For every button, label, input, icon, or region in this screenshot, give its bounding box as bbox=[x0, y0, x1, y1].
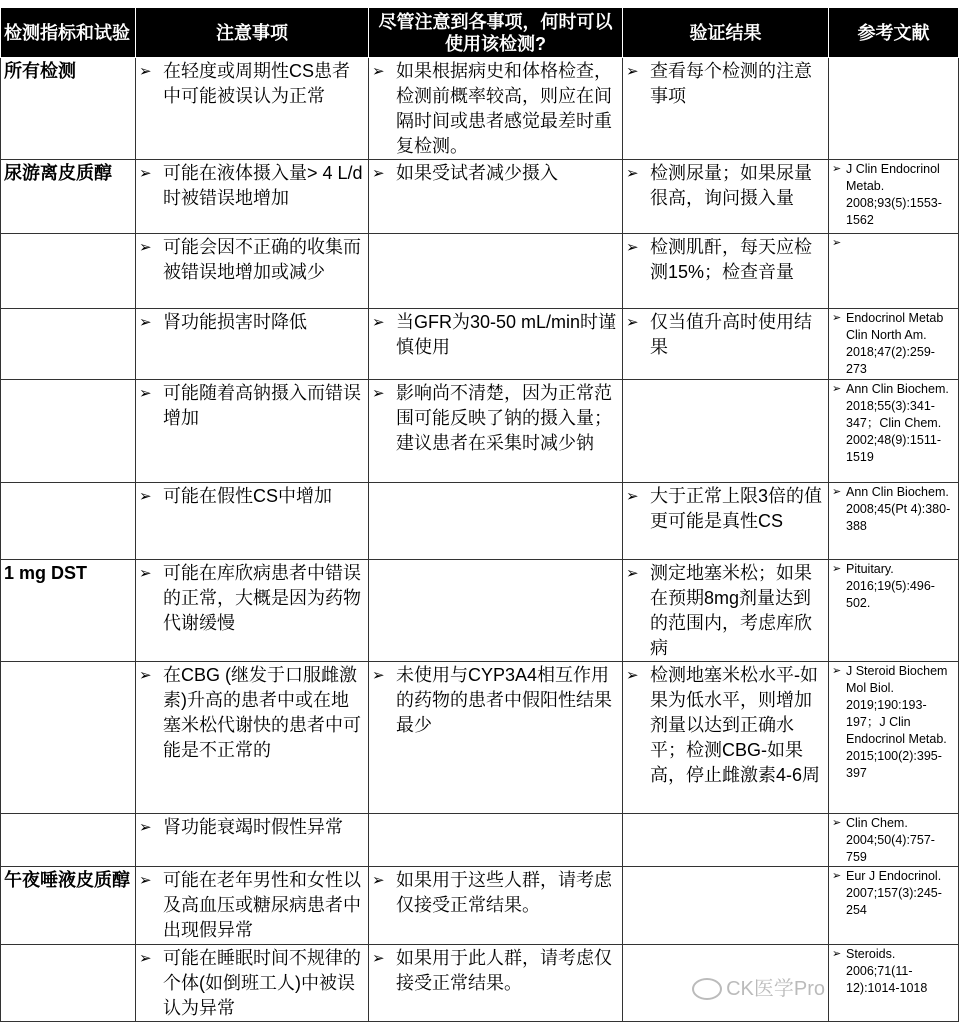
when-cell bbox=[369, 867, 623, 945]
list-item bbox=[372, 59, 619, 159]
table-row bbox=[1, 160, 959, 234]
when-cell bbox=[369, 309, 623, 380]
bullet-arrow-icon: ➢ bbox=[832, 948, 842, 960]
list-item bbox=[832, 310, 955, 378]
caution-cell bbox=[136, 560, 369, 662]
ref-cell bbox=[829, 945, 959, 1022]
bullet-arrow-icon: ➢ bbox=[832, 237, 842, 249]
when-cell bbox=[369, 58, 623, 160]
caution-text: 肾功能损害时降低 bbox=[163, 312, 307, 332]
wechat-icon bbox=[692, 978, 722, 1000]
header-verify: 验证结果 bbox=[623, 8, 829, 58]
list-item bbox=[832, 946, 955, 997]
when-text: 如果用于此人群，请考虑仅接受正常结果。 bbox=[396, 948, 612, 993]
list-item bbox=[832, 484, 955, 535]
when-cell bbox=[369, 380, 623, 483]
bullet-arrow-icon: ➢ bbox=[139, 165, 152, 182]
header-caution: 注意事项 bbox=[136, 8, 369, 58]
table-row bbox=[1, 58, 959, 160]
bullet-arrow-icon: ➢ bbox=[139, 488, 152, 505]
list-item bbox=[139, 310, 365, 335]
list-item bbox=[626, 310, 825, 360]
indicator-cell bbox=[1, 309, 136, 380]
bullet-arrow-icon: ➢ bbox=[626, 314, 639, 331]
list-item bbox=[832, 561, 955, 612]
when-cell bbox=[369, 814, 623, 867]
bullet-arrow-icon: ➢ bbox=[139, 819, 152, 836]
bullet-arrow-icon: ➢ bbox=[139, 385, 152, 402]
when-text: 如果受试者减少摄入 bbox=[396, 163, 558, 183]
when-cell bbox=[369, 560, 623, 662]
when-text: 如果根据病史和体格检查，检测前概率较高，则应在间隔时间或患者感觉最差时重复检测。 bbox=[396, 61, 612, 156]
list-item bbox=[372, 946, 619, 996]
caution-cell bbox=[136, 814, 369, 867]
bullet-arrow-icon: ➢ bbox=[372, 667, 385, 684]
bullet-arrow-icon: ➢ bbox=[372, 63, 385, 80]
caution-cell bbox=[136, 58, 369, 160]
table-row bbox=[1, 234, 959, 309]
list-item bbox=[626, 663, 825, 788]
verify-cell bbox=[623, 867, 829, 945]
ref-text: Clin Chem. 2004;50(4):757-759 bbox=[846, 816, 935, 864]
list-item bbox=[139, 161, 365, 211]
list-item bbox=[832, 381, 955, 466]
list-item bbox=[832, 235, 955, 252]
ref-cell bbox=[829, 234, 959, 309]
header-row bbox=[1, 8, 959, 58]
bullet-arrow-icon: ➢ bbox=[626, 165, 639, 182]
ref-cell bbox=[829, 662, 959, 814]
caution-text: 可能在老年男性和女性以及高血压或糖尿病患者中出现假异常 bbox=[163, 870, 361, 940]
bullet-arrow-icon: ➢ bbox=[372, 950, 385, 967]
list-item bbox=[626, 161, 825, 211]
ref-text: J Steroid Biochem Mol Biol. 2019;190:193-197；J Clin Endocrinol Metab. 2015;100(2):395-397 bbox=[846, 664, 948, 780]
caution-cell bbox=[136, 867, 369, 945]
ref-text: Pituitary. 2016;19(5):496-502. bbox=[846, 562, 935, 610]
ref-text: Endocrinol Metab Clin North Am. 2018;47(2):259-273 bbox=[846, 311, 944, 376]
caution-cell bbox=[136, 309, 369, 380]
bullet-arrow-icon: ➢ bbox=[626, 63, 639, 80]
verify-cell bbox=[623, 662, 829, 814]
ref-cell bbox=[829, 380, 959, 483]
when-text: 当GFR为30-50 mL/min时谨慎使用 bbox=[396, 312, 617, 357]
header-indicator: 检测指标和试验 bbox=[1, 8, 136, 58]
ref-cell bbox=[829, 309, 959, 380]
verify-cell bbox=[623, 560, 829, 662]
indicator-cell bbox=[1, 380, 136, 483]
table-row bbox=[1, 867, 959, 945]
list-item bbox=[139, 59, 365, 109]
verify-cell bbox=[623, 58, 829, 160]
caution-text: 可能会因不正确的收集而被错误地增加或减少 bbox=[163, 237, 361, 282]
when-text: 未使用与CYP3A4相互作用的药物的患者中假阳性结果最少 bbox=[396, 665, 612, 735]
indicator-cell bbox=[1, 814, 136, 867]
table-row bbox=[1, 945, 959, 1022]
indicator-cell bbox=[1, 234, 136, 309]
watermark-text: CK医学Pro bbox=[726, 978, 825, 1000]
bullet-arrow-icon: ➢ bbox=[626, 239, 639, 256]
bullet-arrow-icon: ➢ bbox=[626, 667, 639, 684]
list-item bbox=[372, 663, 619, 738]
verify-text: 检测肌酐，每天应检测15%；检查音量 bbox=[650, 237, 812, 282]
indicator-cell bbox=[1, 662, 136, 814]
bullet-arrow-icon: ➢ bbox=[832, 312, 842, 324]
verify-cell bbox=[623, 380, 829, 483]
list-item bbox=[139, 381, 365, 431]
caution-cell bbox=[136, 234, 369, 309]
when-text: 如果用于这些人群，请考虑仅接受正常结果。 bbox=[396, 870, 612, 915]
ref-text: Ann Clin Biochem. 2018;55(3):341-347；Clin Chem. 2002;48(9):1511-1519 bbox=[846, 382, 949, 464]
indicator-cell: 尿游离皮质醇 bbox=[1, 160, 136, 234]
bullet-arrow-icon: ➢ bbox=[139, 314, 152, 331]
bullet-arrow-icon: ➢ bbox=[832, 870, 842, 882]
when-cell bbox=[369, 234, 623, 309]
bullet-arrow-icon: ➢ bbox=[139, 239, 152, 256]
caution-text: 可能在液体摄入量> 4 L/d时被错误地增加 bbox=[163, 163, 363, 208]
bullet-arrow-icon: ➢ bbox=[626, 488, 639, 505]
bullet-arrow-icon: ➢ bbox=[139, 63, 152, 80]
list-item bbox=[372, 381, 619, 456]
when-cell bbox=[369, 160, 623, 234]
ref-cell bbox=[829, 483, 959, 560]
ref-cell bbox=[829, 867, 959, 945]
bullet-arrow-icon: ➢ bbox=[832, 665, 842, 677]
list-item bbox=[139, 561, 365, 636]
list-item bbox=[832, 868, 955, 919]
when-cell bbox=[369, 662, 623, 814]
bullet-arrow-icon: ➢ bbox=[372, 165, 385, 182]
list-item bbox=[626, 484, 825, 534]
caution-text: 可能在睡眠时间不规律的个体(如倒班工人)中被误认为异常 bbox=[163, 948, 361, 1018]
verify-cell bbox=[623, 945, 829, 1022]
cs-tests-table bbox=[0, 7, 959, 1022]
list-item bbox=[626, 561, 825, 661]
caution-cell bbox=[136, 160, 369, 234]
verify-text: 大于正常上限3倍的值更可能是真性CS bbox=[650, 486, 823, 531]
ref-text: J Clin Endocrinol Metab. 2008;93(5):1553-1562 bbox=[846, 162, 942, 227]
when-cell bbox=[369, 945, 623, 1022]
ref-cell bbox=[829, 814, 959, 867]
caution-text: 可能随着高钠摄入而错误增加 bbox=[163, 383, 361, 428]
verify-text: 测定地塞米松；如果在预期8mg剂量达到的范围内，考虑库欣病 bbox=[650, 563, 812, 658]
bullet-arrow-icon: ➢ bbox=[372, 314, 385, 331]
indicator-cell: 所有检测 bbox=[1, 58, 136, 160]
table-row bbox=[1, 814, 959, 867]
when-cell bbox=[369, 483, 623, 560]
ref-text: Steroids. 2006;71(11-12):1014-1018 bbox=[846, 947, 928, 995]
ref-cell bbox=[829, 160, 959, 234]
ref-cell bbox=[829, 58, 959, 160]
watermark bbox=[626, 978, 825, 1000]
bullet-arrow-icon: ➢ bbox=[832, 163, 842, 175]
when-text: 影响尚不清楚，因为正常范围可能反映了钠的摄入量；建议患者在采集时减少钠 bbox=[396, 383, 612, 453]
caution-cell bbox=[136, 945, 369, 1022]
table-row bbox=[1, 309, 959, 380]
list-item bbox=[139, 815, 365, 840]
header-reference: 参考文献 bbox=[829, 8, 959, 58]
list-item bbox=[139, 235, 365, 285]
bullet-arrow-icon: ➢ bbox=[626, 565, 639, 582]
verify-cell bbox=[623, 483, 829, 560]
header-when: 尽管注意到各事项，何时可以使用该检测? bbox=[369, 8, 623, 58]
caution-cell bbox=[136, 662, 369, 814]
bullet-arrow-icon: ➢ bbox=[372, 872, 385, 889]
verify-text: 仅当值升高时使用结果 bbox=[650, 312, 812, 357]
ref-text: Ann Clin Biochem. 2008;45(Pt 4):380-388 bbox=[846, 485, 951, 533]
bullet-arrow-icon: ➢ bbox=[832, 563, 842, 575]
caution-cell bbox=[136, 380, 369, 483]
caution-cell bbox=[136, 483, 369, 560]
caution-text: 可能在库欣病患者中错误的正常，大概是因为药物代谢缓慢 bbox=[163, 563, 361, 633]
bullet-arrow-icon: ➢ bbox=[832, 383, 842, 395]
verify-cell bbox=[623, 160, 829, 234]
table-row bbox=[1, 380, 959, 483]
list-item bbox=[626, 59, 825, 109]
ref-text: Eur J Endocrinol. 2007;157(3):245-254 bbox=[846, 869, 942, 917]
list-item bbox=[139, 663, 365, 763]
verify-text: 查看每个检测的注意事项 bbox=[650, 61, 812, 106]
caution-text: 肾功能衰竭时假性异常 bbox=[163, 817, 343, 837]
ref-cell bbox=[829, 560, 959, 662]
list-item bbox=[372, 868, 619, 918]
verify-text: 检测地塞米松水平-如果为低水平，则增加剂量以达到正确水平；检测CBG-如果高，停止雌激素4-6周 bbox=[650, 665, 821, 785]
verify-cell bbox=[623, 234, 829, 309]
table-row bbox=[1, 483, 959, 560]
indicator-cell bbox=[1, 483, 136, 560]
indicator-cell: 午夜唾液皮质醇 bbox=[1, 867, 136, 945]
verify-text: 检测尿量；如果尿量很高，询问摄入量 bbox=[650, 163, 812, 208]
indicator-cell: 1 mg DST bbox=[1, 560, 136, 662]
list-item bbox=[139, 946, 365, 1021]
caution-text: 可能在假性CS中增加 bbox=[163, 486, 333, 506]
list-item bbox=[139, 484, 365, 509]
caution-text: 在轻度或周期性CS患者中可能被误认为正常 bbox=[163, 61, 351, 106]
bullet-arrow-icon: ➢ bbox=[832, 486, 842, 498]
bullet-arrow-icon: ➢ bbox=[832, 817, 842, 829]
verify-cell bbox=[623, 309, 829, 380]
bullet-arrow-icon: ➢ bbox=[139, 950, 152, 967]
bullet-arrow-icon: ➢ bbox=[139, 565, 152, 582]
bullet-arrow-icon: ➢ bbox=[139, 667, 152, 684]
indicator-cell bbox=[1, 945, 136, 1022]
list-item bbox=[832, 663, 955, 782]
bullet-arrow-icon: ➢ bbox=[372, 385, 385, 402]
bullet-arrow-icon: ➢ bbox=[139, 872, 152, 889]
table-row bbox=[1, 662, 959, 814]
list-item bbox=[372, 310, 619, 360]
list-item bbox=[139, 868, 365, 943]
list-item bbox=[832, 161, 955, 229]
verify-cell bbox=[623, 814, 829, 867]
table-row bbox=[1, 560, 959, 662]
list-item bbox=[626, 235, 825, 285]
list-item bbox=[372, 161, 619, 186]
list-item bbox=[832, 815, 955, 866]
caution-text: 在CBG (继发于口服雌激素)升高的患者中或在地塞米松代谢快的患者中可能是不正常的 bbox=[163, 665, 361, 760]
